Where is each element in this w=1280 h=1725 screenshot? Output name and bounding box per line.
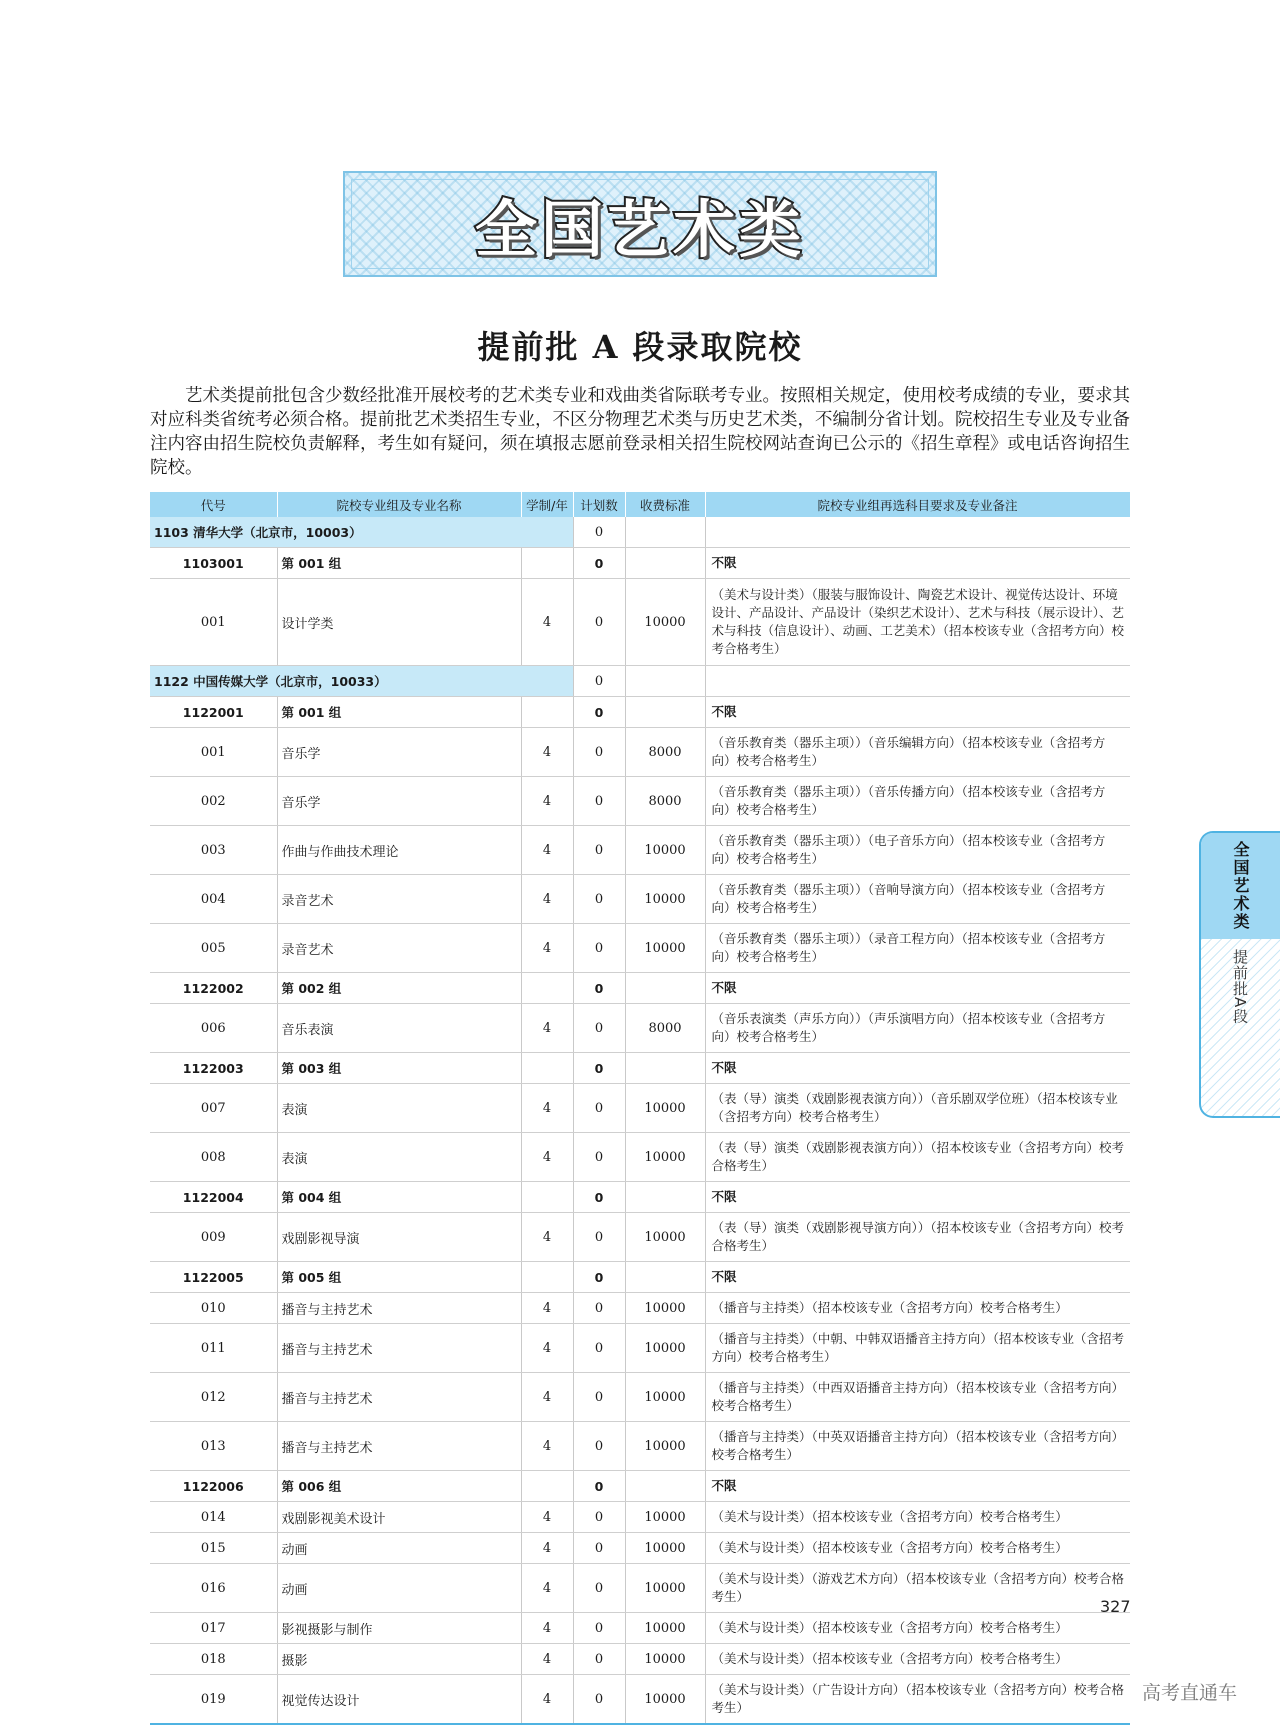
major-years: 4 <box>521 1133 573 1182</box>
major-plan: 0 <box>573 1533 625 1564</box>
major-code: 012 <box>150 1373 277 1422</box>
header-plan: 计划数 <box>573 492 625 517</box>
header-name: 院校专业组及专业名称 <box>277 492 521 517</box>
major-name: 戏剧影视导演 <box>277 1213 521 1262</box>
major-note: （美术与设计类）（招本校该专业（含招考方向）校考合格考生） <box>705 1533 1130 1564</box>
side-tab-category: 全国艺术类 <box>1231 841 1250 931</box>
major-code: 008 <box>150 1133 277 1182</box>
major-plan: 0 <box>573 1084 625 1133</box>
group-fee-empty <box>625 1182 705 1213</box>
major-plan: 0 <box>573 875 625 924</box>
group-note: 不限 <box>705 973 1130 1004</box>
side-tab-top <box>1201 833 1280 939</box>
watermark: 高考直通车 <box>1142 1682 1238 1704</box>
major-years: 4 <box>521 1324 573 1373</box>
group-plan: 0 <box>573 973 625 1004</box>
major-row <box>150 1373 1130 1422</box>
major-code: 002 <box>150 777 277 826</box>
major-row <box>150 826 1130 875</box>
major-plan: 0 <box>573 1422 625 1471</box>
major-row <box>150 1613 1130 1644</box>
group-years-empty <box>521 1182 573 1213</box>
major-name: 录音艺术 <box>277 875 521 924</box>
major-fee: 10000 <box>625 1533 705 1564</box>
major-row <box>150 1324 1130 1373</box>
major-fee: 8000 <box>625 1004 705 1053</box>
major-note: （音乐教育类（器乐主项））（电子音乐方向）（招本校该专业（含招考方向）校考合格考生） <box>705 826 1130 875</box>
major-years: 4 <box>521 579 573 666</box>
major-name: 播音与主持艺术 <box>277 1422 521 1471</box>
major-plan: 0 <box>573 777 625 826</box>
major-row <box>150 1422 1130 1471</box>
group-row <box>150 1262 1130 1293</box>
major-note: （音乐教育类（器乐主项））（录音工程方向）（招本校该专业（含招考方向）校考合格考生） <box>705 924 1130 973</box>
group-note: 不限 <box>705 1053 1130 1084</box>
group-years-empty <box>521 697 573 728</box>
major-fee: 10000 <box>625 1613 705 1644</box>
major-years: 4 <box>521 1564 573 1613</box>
category-banner <box>343 171 937 277</box>
major-note: （播音与主持类）（招本校该专业（含招考方向）校考合格考生） <box>705 1293 1130 1324</box>
major-fee: 10000 <box>625 1324 705 1373</box>
school-name: 1122 中国传媒大学（北京市，10033） <box>150 666 573 697</box>
major-row <box>150 1213 1130 1262</box>
major-name: 戏剧影视美术设计 <box>277 1502 521 1533</box>
group-row <box>150 697 1130 728</box>
banner-title: 全国艺术类 <box>474 192 805 266</box>
major-name: 作曲与作曲技术理论 <box>277 826 521 875</box>
major-note: （播音与主持类）（中西双语播音主持方向）（招本校该专业（含招考方向）校考合格考生） <box>705 1373 1130 1422</box>
major-years: 4 <box>521 1644 573 1675</box>
major-plan: 0 <box>573 924 625 973</box>
major-years: 4 <box>521 777 573 826</box>
group-fee-empty <box>625 973 705 1004</box>
major-years: 4 <box>521 924 573 973</box>
major-code: 001 <box>150 728 277 777</box>
major-fee: 10000 <box>625 1644 705 1675</box>
major-years: 4 <box>521 1373 573 1422</box>
major-fee: 10000 <box>625 1213 705 1262</box>
major-code: 009 <box>150 1213 277 1262</box>
major-fee: 10000 <box>625 1502 705 1533</box>
header-years: 学制/年 <box>521 492 573 517</box>
major-note: （美术与设计类）（游戏艺术方向）（招本校该专业（含招考方向）校考合格考生） <box>705 1564 1130 1613</box>
group-note: 不限 <box>705 1182 1130 1213</box>
major-name: 表演 <box>277 1084 521 1133</box>
major-name: 动画 <box>277 1533 521 1564</box>
major-row <box>150 1644 1130 1675</box>
group-fee-empty <box>625 1471 705 1502</box>
group-row <box>150 1053 1130 1084</box>
group-code: 1122004 <box>150 1182 277 1213</box>
major-row <box>150 728 1130 777</box>
header-note: 院校专业组再选科目要求及专业备注 <box>705 492 1130 517</box>
major-name: 动画 <box>277 1564 521 1613</box>
group-years-empty <box>521 1262 573 1293</box>
group-name: 第 004 组 <box>277 1182 521 1213</box>
major-fee: 10000 <box>625 1133 705 1182</box>
major-plan: 0 <box>573 1613 625 1644</box>
major-row <box>150 1533 1130 1564</box>
major-plan: 0 <box>573 826 625 875</box>
major-years: 4 <box>521 1293 573 1324</box>
major-note: （美术与设计类）（招本校该专业（含招考方向）校考合格考生） <box>705 1644 1130 1675</box>
side-tab-bottom <box>1201 939 1280 1116</box>
school-note-empty <box>705 517 1130 548</box>
major-fee: 10000 <box>625 1084 705 1133</box>
major-name: 播音与主持艺术 <box>277 1293 521 1324</box>
major-code: 001 <box>150 579 277 666</box>
major-row <box>150 1564 1130 1613</box>
major-fee: 10000 <box>625 875 705 924</box>
school-row <box>150 517 1130 548</box>
major-note: （美术与设计类）（服装与服饰设计、陶瓷艺术设计、视觉传达设计、环境设计、产品设计、产品设计（染织艺术设计）、艺术与科技（展示设计）、艺术与科技（信息设计）、动画、工艺美术）（招本校该专业（含招考方向）校考合格考生） <box>705 579 1130 666</box>
major-code: 004 <box>150 875 277 924</box>
major-row <box>150 777 1130 826</box>
group-plan: 0 <box>573 1262 625 1293</box>
major-fee: 8000 <box>625 777 705 826</box>
major-plan: 0 <box>573 1293 625 1324</box>
intro-paragraph: 艺术类提前批包含少数经批准开展校考的艺术类专业和戏曲类省际联考专业。按照相关规定，使用校考成绩的专业，要求其对应科类省统考必须合格。提前批艺术类招生专业，不区分物理艺术类与历史艺术类，不编制分省计划。院校招生专业及专业备注内容由招生院校负责解释，考生如有疑问，须在填报志愿前登录相关招生院校网站查询已公示的《招生章程》或电话咨询招生院校。 <box>150 386 1130 478</box>
major-row <box>150 1084 1130 1133</box>
major-code: 006 <box>150 1004 277 1053</box>
major-plan: 0 <box>573 1644 625 1675</box>
major-note: （音乐教育类（器乐主项））（音乐编辑方向）（招本校该专业（含招考方向）校考合格考生） <box>705 728 1130 777</box>
side-tab <box>1199 831 1280 1118</box>
major-row <box>150 1133 1130 1182</box>
group-plan: 0 <box>573 697 625 728</box>
group-code: 1122006 <box>150 1471 277 1502</box>
group-years-empty <box>521 548 573 579</box>
major-years: 4 <box>521 826 573 875</box>
school-fee-empty <box>625 517 705 548</box>
major-name: 视觉传达设计 <box>277 1675 521 1725</box>
group-years-empty <box>521 1471 573 1502</box>
major-code: 018 <box>150 1644 277 1675</box>
major-name: 设计学类 <box>277 579 521 666</box>
major-plan: 0 <box>573 1502 625 1533</box>
school-note-empty <box>705 666 1130 697</box>
page-number: 327 <box>1100 1597 1131 1616</box>
major-name: 音乐学 <box>277 728 521 777</box>
major-plan: 0 <box>573 1004 625 1053</box>
group-fee-empty <box>625 697 705 728</box>
group-name: 第 001 组 <box>277 697 521 728</box>
major-code: 010 <box>150 1293 277 1324</box>
major-code: 007 <box>150 1084 277 1133</box>
major-code: 014 <box>150 1502 277 1533</box>
major-years: 4 <box>521 1613 573 1644</box>
group-name: 第 006 组 <box>277 1471 521 1502</box>
table-body <box>150 517 1130 1724</box>
group-code: 1122003 <box>150 1053 277 1084</box>
major-note: （美术与设计类）（广告设计方向）（招本校该专业（含招考方向）校考合格考生） <box>705 1675 1130 1725</box>
group-years-empty <box>521 973 573 1004</box>
group-code: 1122005 <box>150 1262 277 1293</box>
major-note: （表（导）演类（戏剧影视表演方向））（招本校该专业（含招考方向）校考合格考生） <box>705 1133 1130 1182</box>
major-fee: 8000 <box>625 728 705 777</box>
major-code: 011 <box>150 1324 277 1373</box>
major-code: 019 <box>150 1675 277 1725</box>
major-fee: 10000 <box>625 826 705 875</box>
major-note: （播音与主持类）（中英双语播音主持方向）（招本校该专业（含招考方向）校考合格考生） <box>705 1422 1130 1471</box>
major-code: 016 <box>150 1564 277 1613</box>
group-code: 1122002 <box>150 973 277 1004</box>
major-note: （音乐表演类（声乐方向））（声乐演唱方向）（招本校该专业（含招考方向）校考合格考生） <box>705 1004 1130 1053</box>
major-fee: 10000 <box>625 1422 705 1471</box>
major-plan: 0 <box>573 1213 625 1262</box>
group-plan: 0 <box>573 548 625 579</box>
major-note: （播音与主持类）（中朝、中韩双语播音主持方向）（招本校该专业（含招考方向）校考合格考生） <box>705 1324 1130 1373</box>
major-years: 4 <box>521 1422 573 1471</box>
group-name: 第 001 组 <box>277 548 521 579</box>
major-name: 音乐学 <box>277 777 521 826</box>
group-note: 不限 <box>705 1262 1130 1293</box>
major-fee: 10000 <box>625 1373 705 1422</box>
major-years: 4 <box>521 728 573 777</box>
major-years: 4 <box>521 875 573 924</box>
major-years: 4 <box>521 1533 573 1564</box>
group-row <box>150 1471 1130 1502</box>
group-fee-empty <box>625 548 705 579</box>
major-name: 播音与主持艺术 <box>277 1373 521 1422</box>
group-name: 第 003 组 <box>277 1053 521 1084</box>
major-plan: 0 <box>573 1373 625 1422</box>
group-row <box>150 973 1130 1004</box>
section-title: 提前批 A 段录取院校 <box>477 328 803 366</box>
major-plan: 0 <box>573 1675 625 1725</box>
major-row <box>150 1004 1130 1053</box>
major-years: 4 <box>521 1675 573 1725</box>
major-note: （音乐教育类（器乐主项））（音乐传播方向）（招本校该专业（含招考方向）校考合格考生） <box>705 777 1130 826</box>
major-code: 017 <box>150 1613 277 1644</box>
major-note: （音乐教育类（器乐主项））（音响导演方向）（招本校该专业（含招考方向）校考合格考生） <box>705 875 1130 924</box>
major-years: 4 <box>521 1213 573 1262</box>
major-note: （表（导）演类（戏剧影视导演方向））（招本校该专业（含招考方向）校考合格考生） <box>705 1213 1130 1262</box>
major-plan: 0 <box>573 579 625 666</box>
major-plan: 0 <box>573 1564 625 1613</box>
major-fee: 10000 <box>625 1564 705 1613</box>
group-note: 不限 <box>705 1471 1130 1502</box>
major-row <box>150 924 1130 973</box>
header-fee: 收费标准 <box>625 492 705 517</box>
school-plan: 0 <box>573 517 625 548</box>
group-note: 不限 <box>705 697 1130 728</box>
major-name: 音乐表演 <box>277 1004 521 1053</box>
group-plan: 0 <box>573 1053 625 1084</box>
group-plan: 0 <box>573 1182 625 1213</box>
major-fee: 10000 <box>625 1675 705 1725</box>
group-row <box>150 1182 1130 1213</box>
table-header-row <box>150 492 1130 517</box>
group-row <box>150 548 1130 579</box>
major-name: 影视摄影与制作 <box>277 1613 521 1644</box>
group-fee-empty <box>625 1053 705 1084</box>
major-years: 4 <box>521 1502 573 1533</box>
school-plan: 0 <box>573 666 625 697</box>
group-code: 1122001 <box>150 697 277 728</box>
major-row <box>150 579 1130 666</box>
major-plan: 0 <box>573 1133 625 1182</box>
major-name: 录音艺术 <box>277 924 521 973</box>
major-code: 013 <box>150 1422 277 1471</box>
major-fee: 10000 <box>625 1293 705 1324</box>
major-code: 003 <box>150 826 277 875</box>
group-note: 不限 <box>705 548 1130 579</box>
major-note: （美术与设计类）（招本校该专业（含招考方向）校考合格考生） <box>705 1502 1130 1533</box>
major-row <box>150 1293 1130 1324</box>
major-years: 4 <box>521 1004 573 1053</box>
major-code: 005 <box>150 924 277 973</box>
major-fee: 10000 <box>625 579 705 666</box>
major-row <box>150 1502 1130 1533</box>
group-name: 第 005 组 <box>277 1262 521 1293</box>
major-note: （表（导）演类（戏剧影视表演方向））（音乐剧双学位班）（招本校该专业（含招考方向）校考合格考生） <box>705 1084 1130 1133</box>
major-plan: 0 <box>573 1324 625 1373</box>
major-name: 表演 <box>277 1133 521 1182</box>
major-row <box>150 1675 1130 1725</box>
major-name: 播音与主持艺术 <box>277 1324 521 1373</box>
group-code: 1103001 <box>150 548 277 579</box>
school-name: 1103 清华大学（北京市，10003） <box>150 517 573 548</box>
header-code: 代号 <box>150 492 277 517</box>
school-fee-empty <box>625 666 705 697</box>
group-fee-empty <box>625 1262 705 1293</box>
major-plan: 0 <box>573 728 625 777</box>
side-tab-batch: 提前批A段 <box>1231 949 1249 1025</box>
major-code: 015 <box>150 1533 277 1564</box>
major-note: （美术与设计类）（招本校该专业（含招考方向）校考合格考生） <box>705 1613 1130 1644</box>
group-name: 第 002 组 <box>277 973 521 1004</box>
major-row <box>150 875 1130 924</box>
major-years: 4 <box>521 1084 573 1133</box>
admissions-table <box>150 492 1131 1725</box>
school-row <box>150 666 1130 697</box>
major-name: 摄影 <box>277 1644 521 1675</box>
major-fee: 10000 <box>625 924 705 973</box>
group-plan: 0 <box>573 1471 625 1502</box>
group-years-empty <box>521 1053 573 1084</box>
